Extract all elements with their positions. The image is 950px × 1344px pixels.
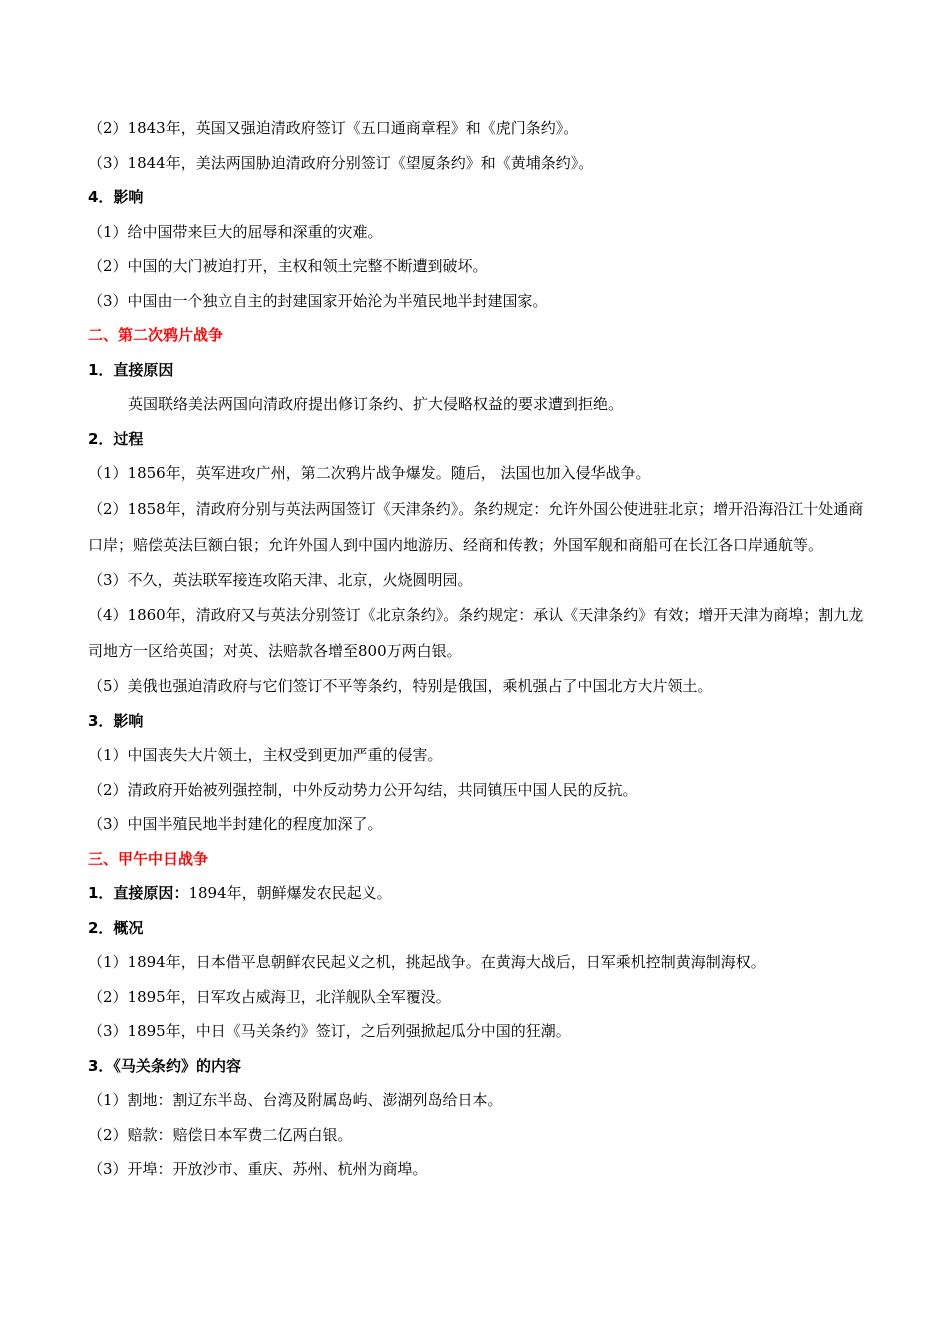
paragraph-overview-3: （3）1895年，中日《马关条约》签订，之后列强掀起瓜分中国的狂潮。: [88, 1022, 571, 1040]
subheading-impact-first-war: 4．影响: [88, 188, 144, 206]
subheading-direct-cause: 1．直接原因: [88, 360, 174, 379]
paragraph-direct-cause-1894: [88, 876, 864, 911]
subheading-treaty-content: 3．《马关条约》的内容: [88, 1056, 241, 1075]
paragraph-process-5: （5）美俄也强迫清政府与它们签订不平等条约，特别是俄国，乘机强占了中国北方大片领土。: [88, 677, 713, 695]
paragraph-process-3: （3）不久，英法联军接连攻陷天津、北京，火烧圆明园。: [88, 570, 473, 589]
paragraph-direct-cause: 英国联络美法两国向清政府提出修订条约、扩大侵略权益的要求遭到拒绝。: [128, 395, 624, 413]
paragraph-process-1: （1）1856年，英军进攻广州，第二次鸦片战争爆发。随后， 法国也加入侵华战争。: [88, 464, 651, 482]
paragraph-treaty-indemnity: （2）赔款：赔偿日本军费二亿两白银。: [88, 1125, 353, 1144]
paragraph-1844-treaties: （3）1844年，美法两国胁迫清政府分别签订《望厦条约》和《黄埔条约》。: [88, 153, 594, 172]
paragraph-impact-2: （2）中国的大门被迫打开，主权和领土完整不断遭到破坏。: [88, 257, 488, 275]
paragraph-process-4: （4）1860年，清政府又与英法分别签订《北京条约》。条约规定：承认《天津条约》有效；增开天津为商埠；割九龙司地方一区给英国；对英、法赔款各增至800万两白银。: [88, 606, 864, 660]
direct-cause-text: 1894年，朝鲜爆发农民起义。: [188, 884, 392, 902]
paragraph-second-impact-2: （2）清政府开始被列强控制，中外反动势力公开勾结，共同镇压中国人民的反抗。: [88, 780, 638, 799]
paragraph-1843-treaties: （2）1843年，英国又强迫清政府签订《五口通商章程》和《虎门条约》。: [88, 119, 579, 137]
document-body: [88, 111, 864, 1187]
subheading-impact-second-war: 3．影响: [88, 711, 144, 730]
paragraph-impact-3: （3）中国由一个独立自主的封建国家开始沦为半殖民地半封建国家。: [88, 291, 548, 310]
paragraph-process-2: （2）1858年，清政府分别与英法两国签订《天津条约》。条约规定：允许外国公使进驻北京；增开沿海沿江十处通商口岸；赔偿英法巨额白银；允许外国人到中国内地游历、经商和传教；外国军舰和商船可在长江各口岸通航等。: [88, 499, 864, 554]
paragraph-second-impact-3: （3）中国半殖民地半封建化的程度加深了。: [88, 815, 383, 833]
section-heading-second-opium-war: 二、第二次鸦片战争: [88, 326, 224, 344]
section-heading-sino-japanese-war: 三、甲午中日战争: [88, 849, 209, 868]
direct-cause-label: 1．直接原因：: [88, 884, 189, 902]
subheading-overview: 2．概况: [88, 918, 144, 937]
paragraph-overview-2: （2）1895年，日军攻占威海卫，北洋舰队全军覆没。: [88, 987, 451, 1006]
paragraph-second-impact-1: （1）中国丧失大片领土，主权受到更加严重的侵害。: [88, 746, 443, 764]
paragraph-overview-1: （1）1894年，日本借平息朝鲜农民起义之机，挑起战争。在黄海大战后，日军乘机控制黄海制海权。: [88, 953, 766, 971]
paragraph-impact-1: （1）给中国带来巨大的屈辱和深重的灾难。: [88, 222, 383, 241]
subheading-process: 2．过程: [88, 429, 144, 448]
paragraph-treaty-cession: （1）割地：割辽东半岛、台湾及附属岛屿、澎湖列岛给日本。: [88, 1091, 503, 1109]
paragraph-treaty-ports: （3）开埠：开放沙市、重庆、苏州、杭州为商埠。: [88, 1160, 428, 1178]
